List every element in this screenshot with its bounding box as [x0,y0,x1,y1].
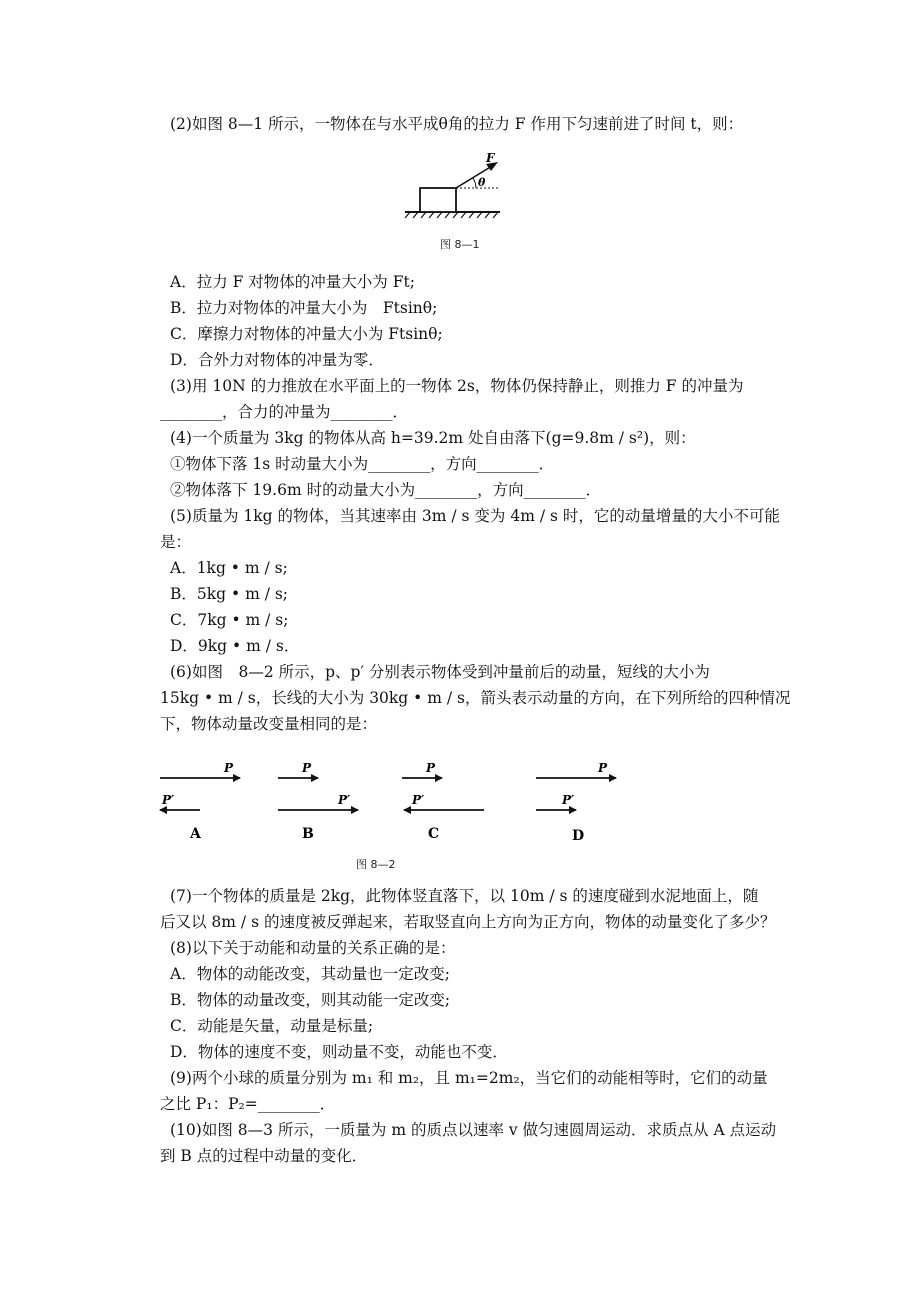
panel-c-label: C [428,826,440,842]
figure-8-1 [400,150,510,230]
q5-option-c: C．7kg • m / s; [170,611,289,629]
panel-d [536,761,616,844]
q5-option-a: A．1kg • m / s; [170,559,288,577]
panel-a-pprime-label: P′ [162,793,175,807]
q5-option-d: D．9kg • m / s． [170,637,300,655]
panel-b-pprime-label: P′ [338,793,351,807]
q6-line-1: (6)如图 8—2 所示，p、p′ 分别表示物体受到冲量前后的动量，短线的大小为 [170,663,710,681]
q9-line-1: (9)两个小球的质量分别为 m₁ 和 m₂，且 m₁=2m₂，当它们的动能相等时，它们的动量 [170,1069,768,1087]
q7-line-2: 后又以 8m / s 的速度被反弹起来，若取竖直向上方向为正方向，物体的动量变化了多少？ [160,913,776,931]
panel-a-p-label: P [224,761,234,775]
panel-b-p-label: P [302,761,312,775]
figure-8-2 [150,750,630,850]
panel-d-p-label: P [598,761,608,775]
q7-line-1: (7)一个物体的质量是 2kg，此物体竖直落下，以 10m / s 的速度碰到水泥地面上，随 [170,887,759,905]
q2-line-1: (2)如图 8—1 所示，一物体在与水平成θ角的拉力 F 作用下匀速前进了时间 t，则： [170,115,744,133]
q2-option-b: B．拉力对物体的冲量大小为 Ftsinθ; [170,299,438,317]
q8-option-b: B．物体的动量改变，则其动能一定改变; [170,991,451,1009]
q5-option-b: B．5kg • m / s; [170,585,289,603]
q9-line-2: 之比 P₁：P₂=________． [160,1095,336,1113]
q6-line-2: 15kg • m / s，长线的大小为 30kg • m / s，箭头表示动量的方向，在下列所给的四种情况 [160,689,791,707]
figure-8-2-caption: 图 8—2 [356,858,396,871]
panel-a-label: A [190,826,201,842]
q6-line-3: 下，物体动量改变量相同的是： [160,715,378,733]
q5-line-2: 是： [160,533,192,551]
block [420,188,456,212]
q10-line-1: (10)如图 8—3 所示，一质量为 m 的质点以速率 v 做匀速圆周运动．求质点从 A 点运动 [170,1121,777,1139]
angle-label: θ [478,176,486,189]
panel-d-label: D [572,828,585,844]
q3-line-2: ________，合力的冲量为________． [160,403,409,421]
panel-c-p-label: P [426,761,436,775]
q5-line-1: (5)质量为 1kg 的物体，当其速率由 3m / s 变为 4m / s 时，它的动量增量的大小不可能 [170,507,780,525]
panel-a [160,761,240,842]
panel-d-pprime-label: P′ [562,793,575,807]
q2-option-a: A．拉力 F 对物体的冲量大小为 Ft; [170,273,415,291]
figure-8-1-caption: 图 8—1 [440,238,480,251]
panel-b [278,761,358,842]
q4-line-1: (4)一个质量为 3kg 的物体从高 h=39.2m 处自由落下(g=9.8m / s²)，则： [170,429,696,447]
q8-option-c: C．动能是矢量，动量是标量; [170,1017,374,1035]
q10-line-2: 到 B 点的过程中动量的变化． [160,1147,368,1165]
q8-option-a: A．物体的动能改变，其动量也一定改变; [170,965,450,983]
force-arrow [456,166,492,188]
force-label: F [486,151,495,165]
q8-option-d: D．物体的速度不变，则动量不变，动能也不变． [170,1043,508,1061]
q3-line-1: (3)用 10N 的力推放在水平面上的一物体 2s，物体仍保持静止，则推力 F 的冲量为 [170,377,744,395]
panel-c-pprime-label: P′ [412,793,425,807]
q2-option-c: C．摩擦力对物体的冲量大小为 Ftsinθ; [170,325,443,343]
panel-c [402,761,484,842]
q4-part-2: ②物体落下 19.6m 时的动量大小为________，方向________． [170,481,602,499]
q2-option-d: D．合外力对物体的冲量为零． [170,351,384,369]
angle-arc [473,178,476,188]
q4-part-1: ①物体下落 1s 时动量大小为________，方向________． [170,455,555,473]
panel-b-label: B [302,826,314,842]
q8-line-1: (8)以下关于动能和动量的关系正确的是： [170,939,456,957]
